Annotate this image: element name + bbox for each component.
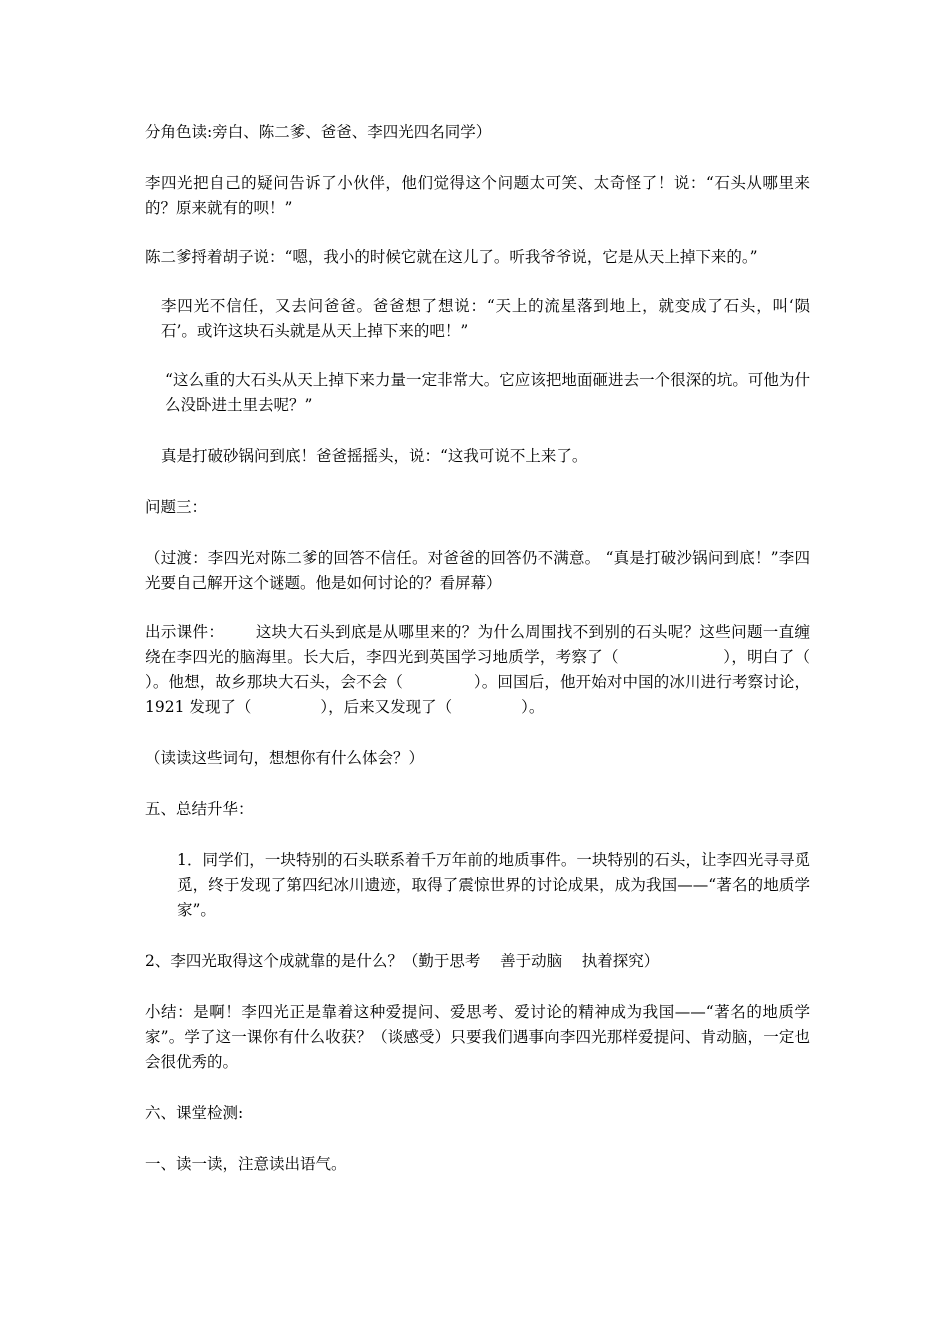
paragraph-father-shakes-head: 真是打破砂锅问到底！爸爸摇摇头，说：“这我可说不上来了。 [161, 447, 588, 465]
paragraph-read-words: （读读这些词句，想想你有什么体会？） [145, 749, 425, 767]
paragraph-summary-point-2: 2、李四光取得这个成就靠的是什么？（勤于思考 善于动脑 执着探究） [145, 952, 660, 970]
document-page [145, 120, 939, 1177]
paragraph-heavy-stone-question: “这么重的大石头从天上掉下来力量一定非常大。它应该把地面砸进去一个很深的坑。可他为什么没卧进土里去呢？” [165, 371, 810, 414]
paragraph-courseware: 出示课件： 这块大石头到底是从哪里来的？为什么周围找不到别的石头呢？这些问题一直缠绕在李四光的脑海里。长大后，李四光到英国学习地质学，考察了（ ），明白了（ ）。他想，故乡那块大石头，会不会（ ）。回国后，他开始对中国的冰川进行考察讨论，1921 发现了（ ），后来又发现了（ ）。 [145, 623, 939, 716]
role-reading-instruction: 分角色读:旁白、陈二爹、爸爸、李四光四名同学） [145, 123, 492, 141]
paragraph-summary-point-1: 1．同学们，一块特别的石头联系着千万年前的地质事件。一块特别的石头，让李四光寻寻觅觅，终于发现了第四纪冰川遗迹，取得了震惊世界的讨论成果，成为我国——“著名的地质学家”。 [177, 851, 810, 919]
paragraph-transition: （过渡：李四光对陈二爹的回答不信任。对爸爸的回答仍不满意。 “真是打破沙锅问到底！”李四光要自己解开这个谜题。他是如何讨论的？看屏幕） [145, 549, 810, 592]
paragraph-friends-reply: 李四光把自己的疑问告诉了小伙伴，他们觉得这个问题太可笑、太奇怪了！说：“石头从哪里来的？原来就有的呗！” [145, 174, 810, 217]
heading-summary: 五、总结升华： [145, 800, 254, 818]
paragraph-conclusion: 小结：是啊！李四光正是靠着这种爱提问、爱思考、爱讨论的精神成为我国——“著名的地质学家”。学了这一课你有什么收获？（谈感受）只要我们遇事向李四光那样爱提问、肯动脑，一定也会很优秀的。 [145, 1003, 810, 1071]
heading-question-three: 问题三： [145, 498, 208, 516]
heading-classroom-test: 六、课堂检测: [145, 1104, 244, 1122]
heading-read-aloud: 一、读一读，注意读出语气。 [145, 1155, 347, 1173]
paragraph-father-answer: 李四光不信任，又去问爸爸。爸爸想了想说：“天上的流星落到地上，就变成了石头，叫‘陨石’。或许这块石头就是从天上掉下来的吧！” [161, 297, 810, 340]
paragraph-chen-erdie: 陈二爹捋着胡子说：“嗯，我小的时候它就在这儿了。听我爷爷说，它是从天上掉下来的。” [145, 248, 758, 266]
